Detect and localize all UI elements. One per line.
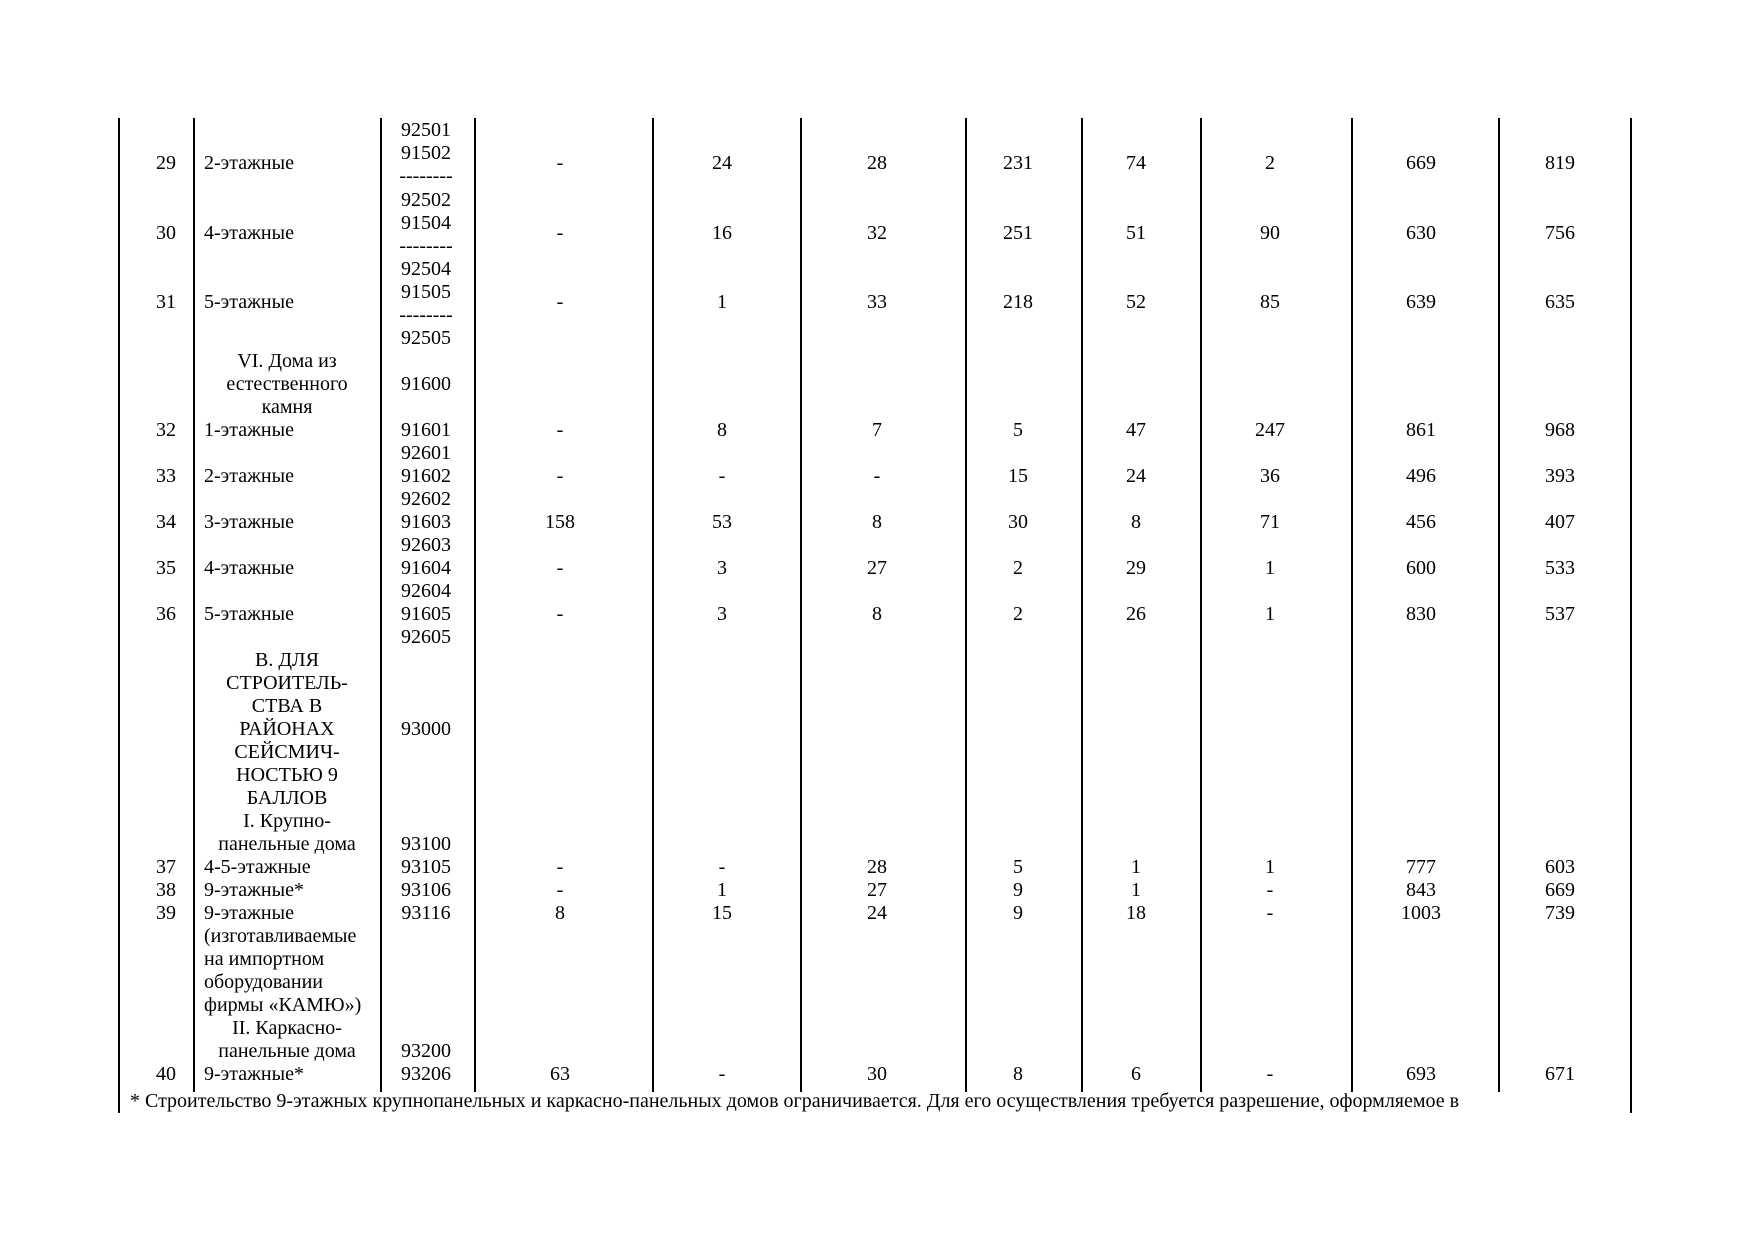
value-cell: 756 xyxy=(1545,222,1575,244)
row-number: 38 xyxy=(156,879,176,901)
value-cell: 669 xyxy=(1406,152,1436,174)
value-cell: 600 xyxy=(1406,557,1436,579)
value-cell: 1 xyxy=(1265,856,1275,878)
value-cell: 8 xyxy=(555,902,565,924)
value-cell: 843 xyxy=(1406,879,1436,901)
value-cell: 36 xyxy=(1260,465,1280,487)
value-cell: - xyxy=(556,603,564,625)
value-cell: 533 xyxy=(1545,557,1575,579)
value-cell: 27 xyxy=(867,879,887,901)
building-type: 4-5-этажные xyxy=(204,856,311,878)
value-cell: - xyxy=(556,879,564,901)
building-type: 2-этажные xyxy=(204,152,294,174)
column-rule xyxy=(652,118,654,1092)
code-cell: 92502 91504 -------- xyxy=(399,189,453,257)
value-cell: 53 xyxy=(712,511,732,533)
building-type: 5-этажные xyxy=(204,603,294,625)
value-cell: 5 xyxy=(1013,419,1023,441)
section-heading: II. Каркасно- панельные дома xyxy=(218,1017,356,1062)
value-cell: 24 xyxy=(867,902,887,924)
value-cell: 6 xyxy=(1131,1063,1141,1085)
column-rule xyxy=(1200,118,1202,1092)
value-cell: 9 xyxy=(1013,879,1023,901)
value-cell: 861 xyxy=(1406,419,1436,441)
value-cell: 671 xyxy=(1545,1063,1575,1085)
value-cell: 5 xyxy=(1013,856,1023,878)
code-cell: 91605 92605 xyxy=(401,603,451,648)
value-cell: 74 xyxy=(1126,152,1146,174)
value-cell: 2 xyxy=(1265,152,1275,174)
building-type: 4-этажные xyxy=(204,222,294,244)
value-cell: - xyxy=(718,465,726,487)
column-rule xyxy=(1081,118,1083,1092)
row-number: 32 xyxy=(156,419,176,441)
value-cell: 18 xyxy=(1126,902,1146,924)
value-cell: - xyxy=(1266,902,1274,924)
value-cell: - xyxy=(556,557,564,579)
column-rule xyxy=(380,118,382,1092)
value-cell: 1 xyxy=(717,879,727,901)
code-cell: 91603 92603 xyxy=(401,511,451,556)
building-type: 1-этажные xyxy=(204,419,294,441)
value-cell: 15 xyxy=(712,902,732,924)
column-rule xyxy=(474,118,476,1092)
value-cell: - xyxy=(718,1063,726,1085)
value-cell: 393 xyxy=(1545,465,1575,487)
value-cell: 830 xyxy=(1406,603,1436,625)
row-number: 37 xyxy=(156,856,176,878)
value-cell: 3 xyxy=(717,557,727,579)
value-cell: - xyxy=(556,856,564,878)
value-cell: 603 xyxy=(1545,856,1575,878)
value-cell: 819 xyxy=(1545,152,1575,174)
value-cell: 27 xyxy=(867,557,887,579)
value-cell: 8 xyxy=(872,603,882,625)
value-cell: 218 xyxy=(1003,291,1033,313)
value-cell: 8 xyxy=(1131,511,1141,533)
section-heading: VI. Дома из естественного камня xyxy=(226,350,348,418)
column-rule xyxy=(965,118,967,1092)
value-cell: 739 xyxy=(1545,902,1575,924)
value-cell: 30 xyxy=(867,1063,887,1085)
column-rule xyxy=(1351,118,1353,1092)
value-cell: - xyxy=(556,465,564,487)
value-cell: 26 xyxy=(1126,603,1146,625)
value-cell: 3 xyxy=(717,603,727,625)
value-cell: 496 xyxy=(1406,465,1436,487)
value-cell: 635 xyxy=(1545,291,1575,313)
value-cell: 693 xyxy=(1406,1063,1436,1085)
value-cell: 2 xyxy=(1013,557,1023,579)
value-cell: 251 xyxy=(1003,222,1033,244)
section-heading: В. ДЛЯ СТРОИТЕЛЬ- СТВА В РАЙОНАХ СЕЙСМИЧ- НОСТЬЮ 9 БАЛЛОВ xyxy=(226,649,348,809)
code-cell: 93100 xyxy=(401,833,451,855)
value-cell: 90 xyxy=(1260,222,1280,244)
value-cell: 32 xyxy=(867,222,887,244)
value-cell: 630 xyxy=(1406,222,1436,244)
value-cell: - xyxy=(1266,1063,1274,1085)
value-cell: - xyxy=(556,419,564,441)
row-number: 36 xyxy=(156,603,176,625)
column-rule xyxy=(800,118,802,1092)
row-number: 31 xyxy=(156,291,176,313)
code-cell: 91600 xyxy=(401,373,451,395)
code-cell: 92504 91505 -------- xyxy=(399,258,453,326)
value-cell: 231 xyxy=(1003,152,1033,174)
building-type: 9-этажные (изготавливаемые на импортном оборудовании фирмы «КАМЮ») xyxy=(204,902,362,1016)
code-cell: 93106 xyxy=(401,879,451,901)
value-cell: 9 xyxy=(1013,902,1023,924)
value-cell: 24 xyxy=(1126,465,1146,487)
value-cell: 1 xyxy=(1131,856,1141,878)
code-cell: 91601 92601 xyxy=(401,419,451,464)
value-cell: 24 xyxy=(712,152,732,174)
value-cell: 85 xyxy=(1260,291,1280,313)
value-cell: 407 xyxy=(1545,511,1575,533)
column-rule xyxy=(193,118,195,1092)
value-cell: 1 xyxy=(1265,603,1275,625)
value-cell: - xyxy=(718,856,726,878)
value-cell: 158 xyxy=(545,511,575,533)
code-cell: 93116 xyxy=(401,902,451,924)
value-cell: 29 xyxy=(1126,557,1146,579)
row-number: 39 xyxy=(156,902,176,924)
value-cell: 51 xyxy=(1126,222,1146,244)
row-number: 34 xyxy=(156,511,176,533)
value-cell: 28 xyxy=(867,152,887,174)
value-cell: - xyxy=(556,222,564,244)
row-number: 29 xyxy=(156,152,176,174)
value-cell: 1 xyxy=(717,291,727,313)
value-cell: 537 xyxy=(1545,603,1575,625)
value-cell: 1 xyxy=(1265,557,1275,579)
value-cell: 33 xyxy=(867,291,887,313)
value-cell: 1 xyxy=(1131,879,1141,901)
building-type: 4-этажные xyxy=(204,557,294,579)
value-cell: 7 xyxy=(872,419,882,441)
value-cell: 47 xyxy=(1126,419,1146,441)
value-cell: 669 xyxy=(1545,879,1575,901)
row-number: 30 xyxy=(156,222,176,244)
value-cell: 8 xyxy=(1013,1063,1023,1085)
value-cell: 16 xyxy=(712,222,732,244)
code-cell: 91604 92604 xyxy=(401,557,451,602)
code-cell: 91602 92602 xyxy=(401,465,451,510)
column-rule xyxy=(118,118,120,1113)
code-cell: 93000 xyxy=(401,718,451,740)
value-cell: 71 xyxy=(1260,511,1280,533)
value-cell: - xyxy=(1266,879,1274,901)
code-cell: 92501 91502 -------- xyxy=(399,119,453,187)
building-type: 9-этажные* xyxy=(204,879,304,901)
row-number: 40 xyxy=(156,1063,176,1085)
section-heading: I. Крупно- панельные дома xyxy=(218,810,356,855)
value-cell: 28 xyxy=(867,856,887,878)
value-cell: 456 xyxy=(1406,511,1436,533)
row-number: 35 xyxy=(156,557,176,579)
value-cell: 247 xyxy=(1255,419,1285,441)
value-cell: 8 xyxy=(717,419,727,441)
value-cell: - xyxy=(556,152,564,174)
value-cell: 52 xyxy=(1126,291,1146,313)
value-cell: 63 xyxy=(550,1063,570,1085)
value-cell: 15 xyxy=(1008,465,1028,487)
code-cell: 93206 xyxy=(401,1063,451,1085)
building-type: 9-этажные* xyxy=(204,1063,304,1085)
value-cell: 639 xyxy=(1406,291,1436,313)
value-cell: 30 xyxy=(1008,511,1028,533)
value-cell: 1003 xyxy=(1401,902,1441,924)
value-cell: 968 xyxy=(1545,419,1575,441)
building-type: 5-этажные xyxy=(204,291,294,313)
code-cell: 93200 xyxy=(401,1040,451,1062)
row-number: 33 xyxy=(156,465,176,487)
value-cell: 8 xyxy=(872,511,882,533)
building-type: 3-этажные xyxy=(204,511,294,533)
column-rule xyxy=(1630,118,1632,1113)
value-cell: - xyxy=(873,465,881,487)
footnote: * Строительство 9-этажных крупнопанельных и каркасно-панельных домов ограничивается. Для его осуществления требуется разрешение, оформляемое в xyxy=(130,1090,1460,1112)
value-cell: 2 xyxy=(1013,603,1023,625)
value-cell: - xyxy=(556,291,564,313)
code-cell: 93105 xyxy=(401,856,451,878)
code-cell: 92505 xyxy=(401,327,451,349)
column-rule xyxy=(1498,118,1500,1092)
value-cell: 777 xyxy=(1406,856,1436,878)
building-type: 2-этажные xyxy=(204,465,294,487)
